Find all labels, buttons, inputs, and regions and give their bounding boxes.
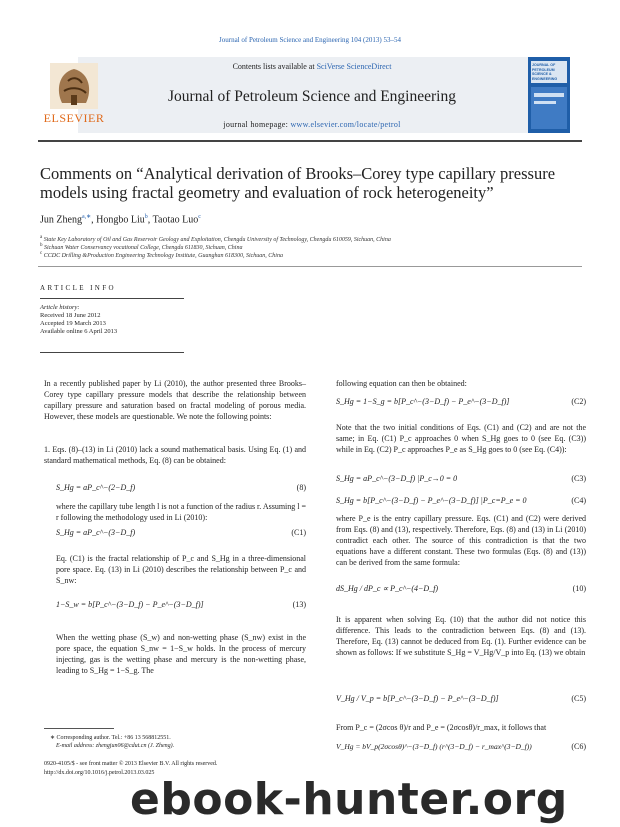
paragraph: where the capillary tube length l is not a function of the radius r. Assuming l = r following the methodology used in Li (2010): <box>56 502 307 522</box>
article-history <box>40 304 117 336</box>
received-date: Received 18 June 2012 <box>40 312 101 319</box>
online-date: Available online 6 April 2013 <box>40 328 118 335</box>
equation-c3-number: (C3) <box>571 474 586 483</box>
homepage-prefix: journal homepage: <box>223 120 291 129</box>
equation-c3: S_Hg = aP_c^−(3−D_f) |P_c→0 = 0 <box>336 474 458 483</box>
equation-c2: S_Hg = 1−S_g = b[P_c^−(3−D_f) − P_e^−(3−D_f)] <box>336 397 510 406</box>
elsevier-logo <box>38 59 110 129</box>
journal-cover-thumbnail[interactable] <box>528 57 570 133</box>
paragraph: When the wetting phase (S_w) and non-wetting phase (S_nw) exist in the pore space, the equation S_nw = 1−S_w holds. In the process of mercury injecting, gas is the wetting phase and mercury is the non-wetting phase, leading to S_Hg = 1−S_g. The <box>56 633 306 675</box>
affiliation <box>40 243 242 251</box>
equation-c1-number: (C1) <box>291 528 306 537</box>
masthead <box>38 57 582 133</box>
journal-reference[interactable]: Journal of Petroleum Science and Engineering 104 (2013) 53–54 <box>219 36 401 44</box>
doi-link[interactable]: http://dx.doi.org/10.1016/j.petrol.2013.03.025 <box>44 770 155 776</box>
equation-8: S_Hg = aP_c^−(2−D_f) <box>56 483 136 492</box>
equation-8-number: (8) <box>296 483 306 492</box>
article-info-rule <box>40 298 184 299</box>
copyright-line: 0920-4105/$ - see front matter © 2013 Elsevier B.V. All rights reserved. <box>44 761 218 767</box>
paragraph: Eq. (C1) is the fractal relationship of P_c and S_Hg in a three-dimensional pore space. Eq. (13) in Li (2010) describes the relationship between P_c and S_nw: <box>56 554 306 585</box>
journal-title: Journal of Petroleum Science and Engineering <box>168 88 456 105</box>
footnote-corresponding: ∗ Corresponding author. Tel.: +86 13 568812551. <box>50 735 171 741</box>
affiliation-sup: c <box>40 251 43 256</box>
equation-c4: S_Hg = b[P_c^−(3−D_f) − P_e^−(3−D_f)] |P_c=P_e = 0 <box>336 496 527 505</box>
affiliation-text: State Key Laboratory of Oil and Gas Reservoir Geology and Exploitation, Chengdu University of Technology, Chengdu 610059, Sichuan, China <box>43 237 391 243</box>
author-sup[interactable]: b <box>144 214 148 220</box>
equation-10-number: (10) <box>572 584 586 593</box>
publisher-name: ELSEVIER <box>43 111 105 125</box>
equation-13: 1−S_w = b[P_c^−(3−D_f) − P_e^−(3−D_f)] <box>56 600 204 609</box>
equation-13-number: (13) <box>292 600 306 609</box>
equation-c1: S_Hg = aP_c^−(3−D_f) <box>56 528 136 537</box>
point-one: 1. Eqs. (8)–(13) in Li (2010) lack a sound mathematical basis. Using Eq. (1) and standard mathematical methods, Eq. (8) can be obtained: <box>44 445 306 465</box>
article-title: Comments on “Analytical derivation of Brooks–Corey type capillary pressure models using fractal geometry and evaluation of rock heterogeneity” <box>40 164 556 202</box>
equation-c4-number: (C4) <box>571 496 586 505</box>
author-name[interactable]: Hongbo Liu <box>96 214 145 226</box>
equation-c6-number: (C6) <box>571 742 586 751</box>
affiliation-text: CCDC Drilling &Production Engineering Technology Institute, Guanghan 618300, Sichuan, China <box>43 253 283 259</box>
author-name[interactable]: Taotao Luo <box>152 214 199 226</box>
equation-c5: V_Hg / V_p = b[P_c^−(3−D_f) − P_e^−(3−D_f)] <box>336 694 499 703</box>
affiliation-sup: b <box>40 243 43 248</box>
footnote-email[interactable]: E-mail address: zhengjun06@cdut.cn (J. Zheng). <box>56 743 175 749</box>
paragraph: Note that the two initial conditions of Eqs. (C1) and (C2) and are not the same; in Eq. (C1) P_c approaches 0 when S_Hg goes to 0 (see Eq. (C3)) while in Eq. (C2) P_c approaches P_e as S_Hg goes to 0 (see Eq. (C4)): <box>336 423 586 454</box>
affiliation <box>40 251 283 259</box>
affiliation-text: Sichuan Water Conservancy vocational College, Chengdu 611830, Sichuan, China <box>44 245 243 251</box>
author-name[interactable]: Jun Zheng <box>40 214 82 226</box>
paragraph: where P_e is the entry capillary pressure. Eqs. (C1) and (C2) were derived from Eqs. (8) and (13), respectively. Therefore, Eqs. (8) and (13) in Li (2010) contradict each other. The source of this contradiction is that the two equations have a different constant. These two formulas (Eqs. (8) and (13)) can be derived from the same formula: <box>336 514 586 567</box>
accepted-date: Accepted 19 March 2013 <box>40 320 106 327</box>
homepage-line <box>38 120 586 129</box>
sciencedirect-link[interactable]: SciVerse ScienceDirect <box>316 62 392 71</box>
paragraph: following equation can then be obtained: <box>336 379 467 388</box>
affiliation <box>40 235 391 243</box>
contents-line <box>38 62 586 71</box>
intro-paragraph: In a recently published paper by Li (2010), the author presented three Brooks–Corey type capillary pressure models that describe the relationship between capillary pressure and saturation based on fractal modeling of porous media. However, these models are questionable. We note the following points: <box>44 379 306 421</box>
equation-10: dS_Hg / dP_c ∝ P_c^−(4−D_f) <box>336 584 439 593</box>
homepage-link[interactable]: www.elsevier.com/locate/petrol <box>290 120 401 129</box>
equation-c6: V_Hg = bV_p(2σcosθ)^−(3−D_f) (r^(3−D_f) − r_max^(3−D_f)) <box>336 742 532 751</box>
article-info-heading: ARTICLE INFO <box>40 284 117 292</box>
section-divider <box>38 266 582 267</box>
contents-prefix: Contents lists available at <box>232 62 317 71</box>
footnote-rule <box>44 728 114 729</box>
affiliation-sup: a <box>40 235 43 240</box>
author-sup[interactable]: c <box>198 214 201 220</box>
masthead-rule <box>38 140 582 142</box>
author-sup[interactable]: a,∗ <box>81 214 92 220</box>
author-list: Jun Zheng$^{a,∗}$, Hongbo Liu$^b$, Taotao Luo$^c$ <box>40 214 201 226</box>
cover-text: JOURNAL OF PETROLEUM SCIENCE & ENGINEERING <box>532 63 558 81</box>
paragraph: From P_c = (2σcos θ)/r and P_e = (2σcosθ)/r_max, it follows that <box>336 723 547 732</box>
watermark: ebook-hunter.org <box>130 774 568 825</box>
equation-c2-number: (C2) <box>571 397 586 406</box>
equation-c5-number: (C5) <box>571 694 586 703</box>
history-label: Article history: <box>40 304 80 311</box>
article-info-rule-bottom <box>40 352 184 353</box>
paragraph: It is apparent when solving Eq. (10) that the author did not notice this difference. This leads to the contradiction between Eqs. (8) and (13). Therefore, Eq. (13) cannot be deduced from Eq. (1). Further evidence can be shown as follows: If we substitute S_Hg = V_Hg/V_p into Eq. (13) we obtain <box>336 615 586 657</box>
